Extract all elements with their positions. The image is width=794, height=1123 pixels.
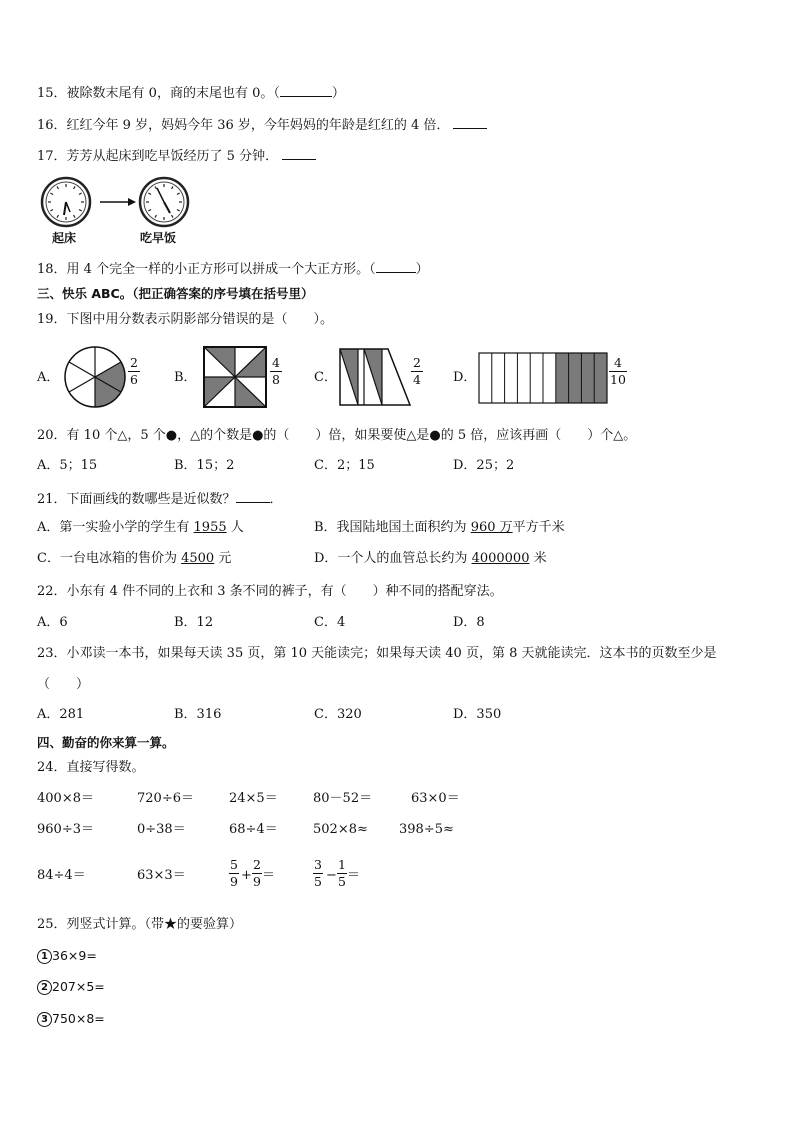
operator: − <box>326 868 337 883</box>
clock-label-wake: 起床 <box>52 231 77 245</box>
rectangle-fraction-figure <box>478 352 608 404</box>
question-25: 25．列竖式计算。（带★的要验算） <box>37 917 243 932</box>
clock-wake-up-icon <box>42 178 90 226</box>
circled-number-icon: 1 <box>37 949 52 964</box>
vertical-calc-item: 3 750×8= <box>37 1011 105 1027</box>
operator: + <box>241 868 252 883</box>
question-19: 19．下图中用分数表示阴影部分错误的是（ ）。 <box>37 312 334 327</box>
question-text: 17．芳芳从起床到吃早饭经历了 5 分钟． <box>37 149 279 164</box>
option-c-label: C． <box>314 370 337 385</box>
option-b[interactable]: B．12 <box>174 615 214 630</box>
fraction-c: 2 4 <box>411 356 423 387</box>
clock-label-breakfast: 吃早饭 <box>140 231 177 245</box>
calc-item: 400×8＝ <box>37 791 94 806</box>
option-d[interactable]: D．一个人的血管总长约为 4000000 米 <box>314 551 547 566</box>
question-17 <box>37 147 316 165</box>
option-a[interactable]: A．5；15 <box>37 458 98 473</box>
equals-sign: ＝ <box>347 868 361 883</box>
question-16 <box>37 116 487 134</box>
calc-item: 502×8≈ <box>313 822 368 837</box>
circled-number-icon: 2 <box>37 980 52 995</box>
option-c[interactable]: C．320 <box>314 707 362 722</box>
question-15: 15．被除数末尾有 0，商的末尾也有 0。（ ） <box>37 86 345 101</box>
square-fraction-figure <box>202 346 268 408</box>
question-18: 18．用 4 个完全一样的小正方形可以拼成一个大正方形。（ ） <box>37 262 429 277</box>
circle-fraction-figure <box>64 346 126 408</box>
underlined-number: 4000000 <box>471 551 530 566</box>
answer-blank[interactable] <box>453 116 487 129</box>
fraction-term: 2 9 <box>253 857 261 889</box>
option-a[interactable]: A．6 <box>37 615 68 630</box>
underlined-number: 4500 <box>181 551 215 566</box>
underlined-number: 1955 <box>193 520 227 535</box>
trapezoid-fraction-figure <box>338 348 412 408</box>
question-22: 22．小东有 4 件不同的上衣和 3 条不同的裤子，有（ ）种不同的搭配穿法。 <box>37 584 503 599</box>
option-d[interactable]: D．350 <box>453 707 502 722</box>
vertical-calc-item: 1 36×9= <box>37 948 97 964</box>
question-21: 21．下面画线的数哪些是近似数？ ． <box>37 492 283 507</box>
option-a[interactable]: A．第一实验小学的学生有 1955 人 <box>37 520 244 535</box>
calc-item: 398÷5≈ <box>399 822 454 837</box>
option-a-label: A． <box>37 370 60 385</box>
option-c[interactable]: C．2；15 <box>314 458 375 473</box>
section-3-heading: 三、快乐 ABC。（把正确答案的序号填在括号里） <box>37 286 314 301</box>
option-b-label: B． <box>174 370 197 385</box>
question-20: 20．有 10 个△，5 个●，△的个数是●的（ ）倍，如果要使△是●的 5 倍，应该再画（ ）个△。 <box>37 428 637 443</box>
calc-item: 80－52＝ <box>313 791 373 806</box>
fraction-term: 5 9 <box>230 857 238 889</box>
fraction-d: 4 10 <box>610 355 626 387</box>
option-d-label: D． <box>453 370 477 385</box>
answer-blank[interactable] <box>280 84 332 97</box>
option-c[interactable]: C．4 <box>314 615 346 630</box>
equals-sign: ＝ <box>262 868 276 883</box>
option-d[interactable]: D．25；2 <box>453 458 515 473</box>
vertical-calc-item: 2 207×5= <box>37 979 105 995</box>
section-4-heading: 四、勤奋的你来算一算。 <box>37 735 175 750</box>
answer-blank[interactable] <box>236 490 270 503</box>
question-23: 23．小邓读一本书，如果每天读 35 页，第 10 天能读完；如果每天读 40 页，第 8 天就能读完．这本书的页数至少是 <box>37 646 717 661</box>
option-a[interactable]: A．281 <box>37 707 85 722</box>
question-text: 16．红红今年 9 岁，妈妈今年 36 岁，今年妈妈的年龄是红红的 4 倍． <box>37 118 450 133</box>
answer-paren[interactable]: （ ） <box>37 677 90 692</box>
calc-item: 960÷3＝ <box>37 822 94 837</box>
clock-breakfast-icon <box>140 178 188 226</box>
question-24: 24．直接写得数。 <box>37 760 145 775</box>
calc-item: 84÷4＝ <box>37 868 86 883</box>
calc-item: 63×3＝ <box>137 868 186 883</box>
option-b[interactable]: B．316 <box>174 707 222 722</box>
answer-blank[interactable] <box>376 260 416 273</box>
circled-number-icon: 3 <box>37 1012 52 1027</box>
calc-item: 0÷38＝ <box>137 822 186 837</box>
option-b[interactable]: B．15；2 <box>174 458 235 473</box>
option-b[interactable]: B．我国陆地国土面积约为 960 万平方千米 <box>314 520 565 535</box>
question-text: 18．用 4 个完全一样的小正方形可以拼成一个大正方形。（ <box>37 262 376 277</box>
option-c[interactable]: C．一台电冰箱的售价为 4500 元 <box>37 551 232 566</box>
answer-blank[interactable] <box>282 147 316 160</box>
option-d[interactable]: D．8 <box>453 615 485 630</box>
question-text: 21．下面画线的数哪些是近似数？ <box>37 492 236 507</box>
underlined-number: 960 万 <box>470 520 513 535</box>
calc-item: 63×0＝ <box>411 791 460 806</box>
calc-item: 720÷6＝ <box>137 791 194 806</box>
fraction-term: 1 5 <box>338 857 346 889</box>
fraction-term: 3 5 <box>314 857 322 889</box>
question-text: 15．被除数末尾有 0，商的末尾也有 0。（ <box>37 86 280 101</box>
fraction-b: 4 8 <box>270 356 282 387</box>
fraction-a: 2 6 <box>128 356 140 387</box>
calc-item: 24×5＝ <box>229 791 278 806</box>
calc-item: 68÷4＝ <box>229 822 278 837</box>
